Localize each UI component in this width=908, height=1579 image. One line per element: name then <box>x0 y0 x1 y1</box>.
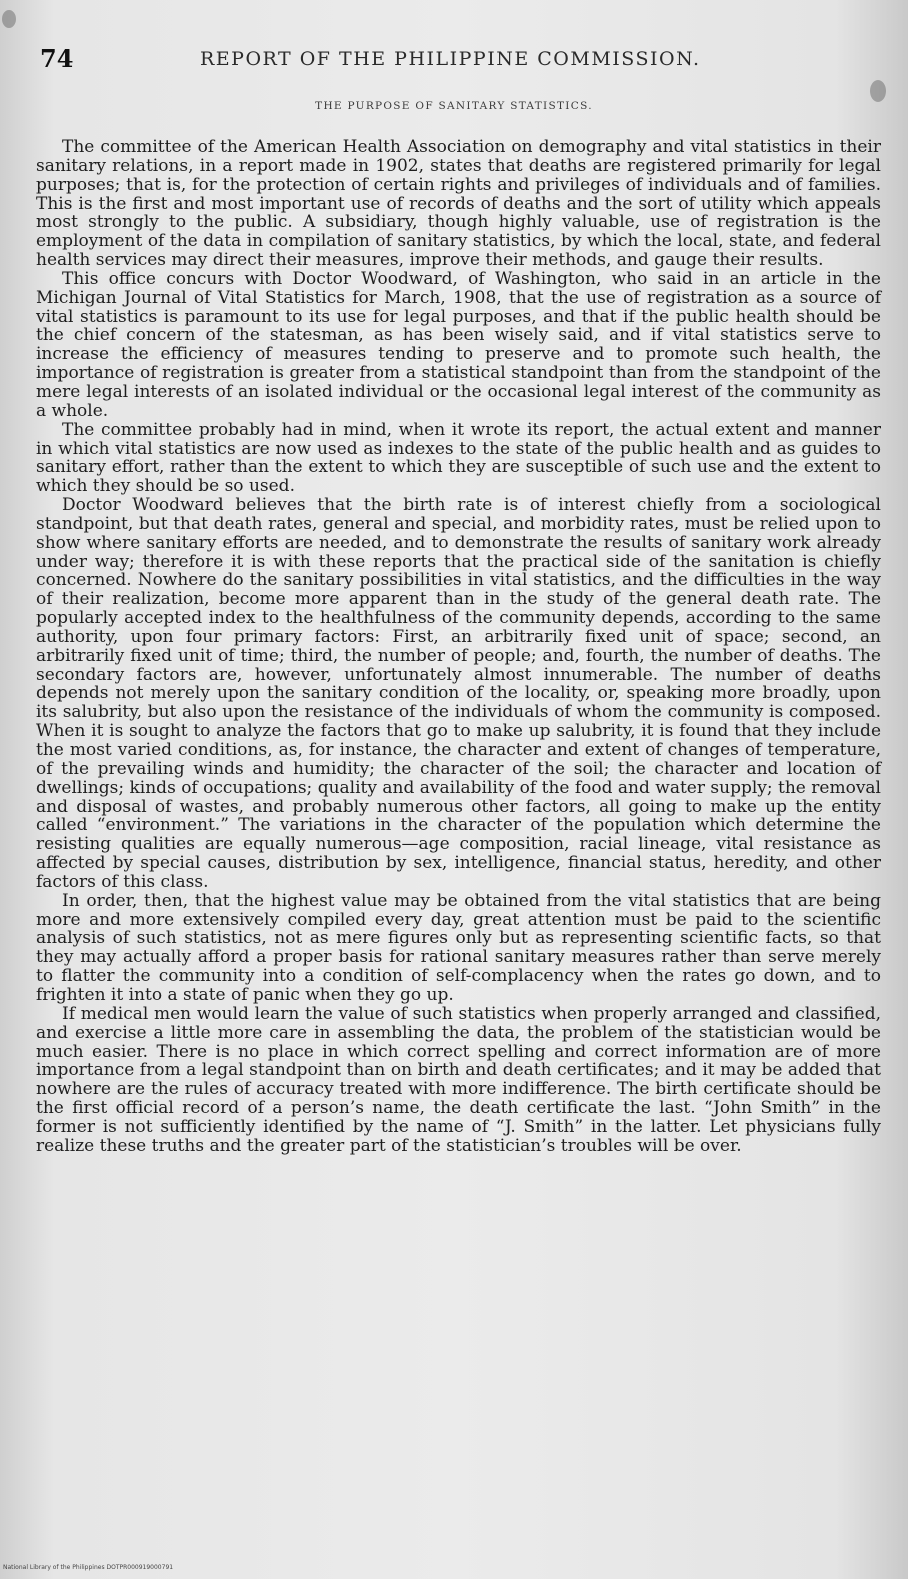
paragraph-6: If medical men would learn the value of such statistics when properly arranged and classified, and exercise a little more care in assembling the data, the problem of the statistician would be much easier. There is no place in which correct spelling and correct information are of more importance from a legal standpoint than on birth and death certificates; and it may be added that nowhere are the rules of accuracy treated with more indifference. The birth certificate should be the first official record of a person’s name, the death certificate the last. “John Smith” in the former is not sufficiently identified by the name of “J. Smith” in the latter. Let physicians fully realize these truths and the greater part of the statistician’s troubles will be over. <box>36 1003 881 1156</box>
paragraph-3: The committee probably had in mind, when it wrote its report, the actual extent and manner in which vital statistics are now used as indexes to the state of the public health and as guides to sanitary effort, rather than the extent to which they are susceptible of such use and the extent to which they should be so used. <box>36 419 881 497</box>
scan-footer: National Library of the Philippines DOTPR000919000791 <box>3 1564 174 1571</box>
section-title: THE PURPOSE OF SANITARY STATISTICS. <box>315 100 593 112</box>
paragraph-4: Doctor Woodward believes that the birth rate is of interest chiefly from a sociological standpoint, but that death rates, general and special, and morbidity rates, must be relied upon to show where sanitary efforts are needed, and to demonstrate the results of sanitary work already under way; therefore it is with these reports that the practical side of the sanitation is chiefly concerned. Nowhere do the sanitary possibilities in vital statistics, and the difficulties in the way of their realization, become more apparent than in the study of the general death rate. The popularly accepted index to the healthfulness of the community depends, according to the same authority, upon four primary factors: First, an arbitrarily fixed unit of space; second, an arbitrarily fixed unit of time; third, the number of people; and, fourth, the number of deaths. The secondary factors are, however, unfortunately almost innumerable. The number of deaths depends not merely upon the sanitary condition of the locality, or, speaking more broadly, upon its salubrity, but also upon the resistance of the individuals of whom the community is composed. When it is sought to analyze the factors that go to make up salubrity, it is found that they include the most varied conditions, as, for instance, the character and extent of changes of temperature, of the prevailing winds and humidity; the character of the soil; the character and location of dwellings; kinds of occupations; quality and availability of the food and water supply; the removal and disposal of wastes, and probably numerous other factors, all going to make up the entity called “environment.” The variations in the character of the population which determine the resisting qualities are equally numerous—age composition, racial lineage, vital resistance as affected by special causes, distribution by sex, intelligence, financial status, heredity, and other factors of this class. <box>36 495 881 892</box>
paragraph-1: The committee of the American Health Association on demography and vital statistics in their sanitary relations, in a report made in 1902, states that deaths are registered primarily for legal purposes; that is, for the protection of certain rights and privileges of individuals and of families. This is the first and most important use of records of deaths and the sort of utility which appeals most strongly to the public. A subsidiary, though highly valuable, use of registration is the employment of the data in compilation of sanitary statistics, by which the local, state, and federal health services may direct their measures, improve their methods, and gauge their results. <box>36 137 881 271</box>
paragraph-2: This office concurs with Doctor Woodward, of Washington, who said in an article in the Michigan Journal of Vital Statistics for March, 1908, that the use of registration as a source of vital statistics is paramount to its use for legal purposes, and that if the public health should be the chief concern of the statesman, as has been wisely said, and if vital statistics serve to increase the efficiency of measures tending to preserve and to promote such health, the importance of registration is greater from a statistical standpoint than from the standpoint of the mere legal interests of an isolated individual or the occasional legal interest of the community as a whole. <box>36 268 881 421</box>
page-header <box>40 44 880 84</box>
ink-smudge-top-left <box>2 10 16 28</box>
paragraph-5: In order, then, that the highest value may be obtained from the vital statistics that are being more and more extensively compiled every day, great attention must be paid to the scientific analysis of such statistics, not as mere figures only but as representing scientific facts, so that they may actually afford a proper basis for rational sanitary measures rather than serve merely to flatter the community into a condition of self-complacency when the rates go down, and to frighten it into a state of panic when they go up. <box>36 890 881 1005</box>
running-head: REPORT OF THE PHILIPPINE COMMISSION. <box>200 48 701 70</box>
page-number: 74 <box>40 44 74 73</box>
body-text <box>36 138 881 1156</box>
